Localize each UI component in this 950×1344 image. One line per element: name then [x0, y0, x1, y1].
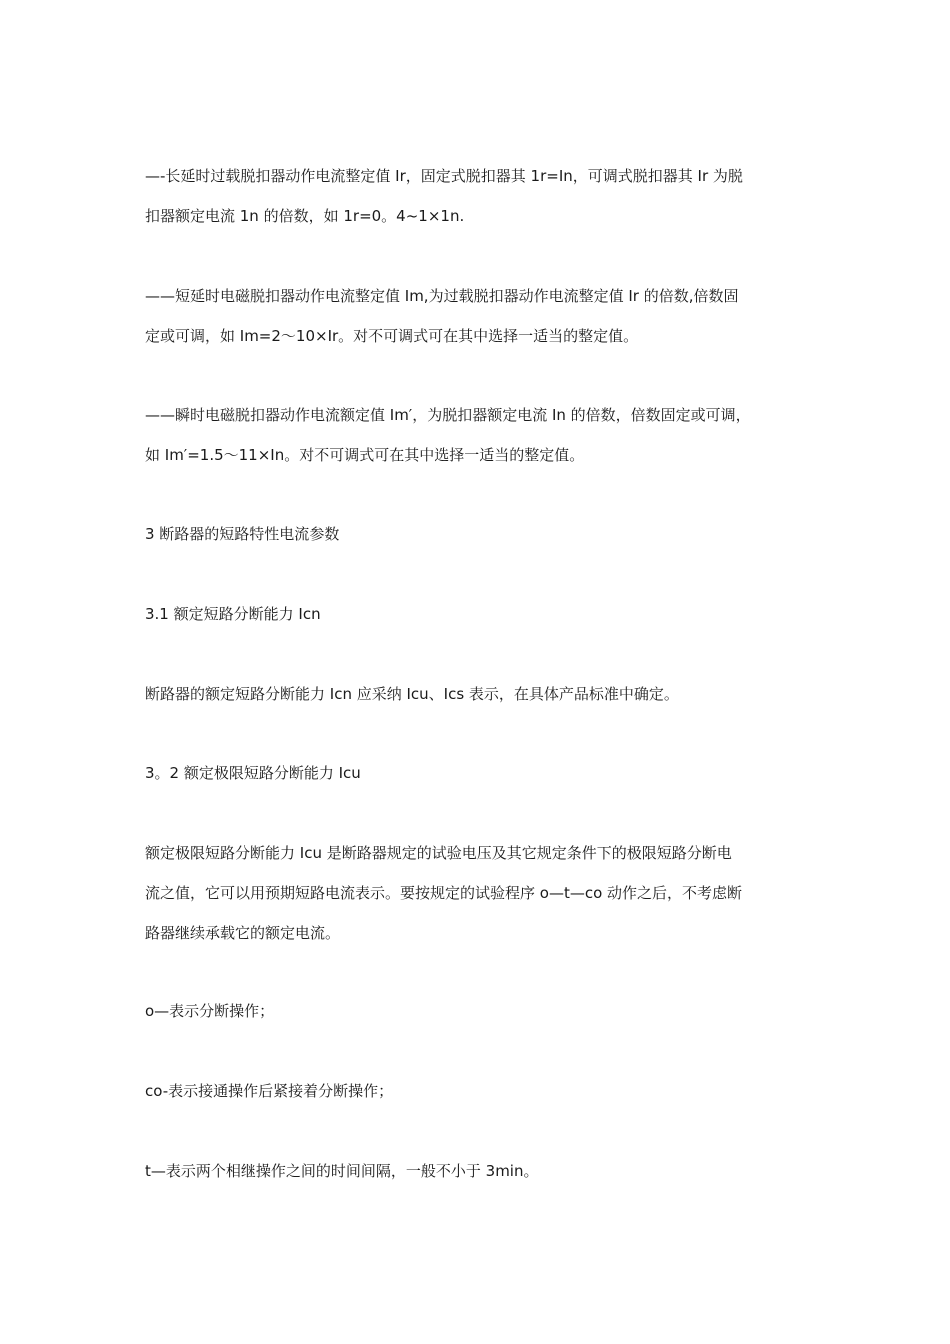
text-line: 流之值，它可以用预期短路电流表示。要按规定的试验程序 o—t—co 动作之后，不考虑断 [145, 884, 743, 902]
text-line: o—表示分断操作； [145, 1002, 275, 1020]
text-line: ——短延时电磁脱扣器动作电流整定值 Im,为过载脱扣器动作电流整定值 Ir 的倍数,倍数固 [145, 287, 739, 305]
definition-co [145, 1071, 810, 1111]
text-line: ——瞬时电磁脱扣器动作电流额定值 Im′，为脱扣器额定电流 In 的倍数，倍数固定或可调， [145, 406, 751, 424]
heading-text: 3.1 额定短路分断能力 Icn [145, 605, 321, 623]
section-heading-3-1 [145, 594, 810, 634]
definition-o [145, 991, 810, 1031]
text-line: —-长延时过载脱扣器动作电流整定值 Ir，固定式脱扣器其 1r=In，可调式脱扣器其 Ir 为脱 [145, 167, 743, 185]
text-line: 定或可调，如 Im=2～10×Ir。对不可调式可在其中选择一适当的整定值。 [145, 327, 639, 345]
heading-text: 3。2 额定极限短路分断能力 Icu [145, 764, 361, 782]
definition-t [145, 1151, 810, 1191]
paragraph-icu [145, 833, 810, 953]
paragraph-long-delay-trip [145, 156, 810, 236]
text-line: co-表示接通操作后紧接着分断操作； [145, 1082, 394, 1100]
text-line: 如 Im′=1.5～11×In。对不可调式可在其中选择一适当的整定值。 [145, 446, 585, 464]
paragraph-instant-trip [145, 395, 810, 475]
paragraph-icn [145, 674, 810, 714]
text-line: 断路器的额定短路分断能力 Icn 应采纳 Icu、Ics 表示，在具体产品标准中确定。 [145, 685, 679, 703]
text-line: t—表示两个相继操作之间的时间间隔，一般不小于 3min。 [145, 1162, 539, 1180]
text-line: 路器继续承载它的额定电流。 [145, 924, 341, 942]
text-line: 扣器额定电流 1n 的倍数，如 1r=0。4~1×1n. [145, 207, 465, 225]
text-line: 额定极限短路分断能力 Icu 是断路器规定的试验电压及其它规定条件下的极限短路分断电 [145, 844, 732, 862]
heading-text: 3 断路器的短路特性电流参数 [145, 525, 340, 543]
section-heading-3-2 [145, 753, 810, 793]
section-heading-3 [145, 514, 810, 554]
paragraph-short-delay-trip [145, 276, 810, 356]
